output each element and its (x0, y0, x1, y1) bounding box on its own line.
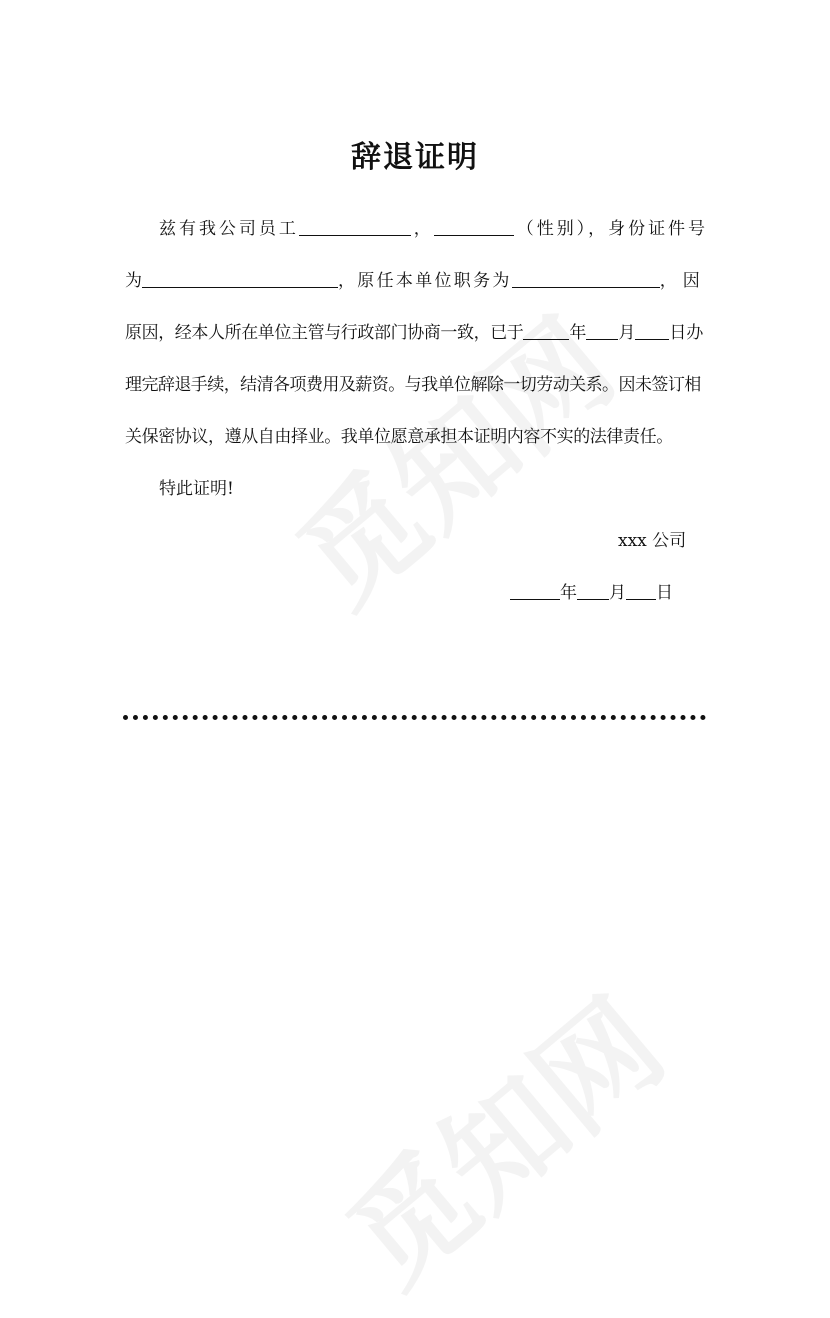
line1-gender-label: （性别），身份证件号 (513, 219, 706, 239)
resign-month-blank (586, 321, 618, 340)
line1-comma: ， (410, 219, 434, 239)
document-title: 辞退证明 (351, 140, 479, 175)
sign-year-blank (510, 581, 560, 600)
sign-month-blank (577, 581, 609, 600)
company-signature: xxx 公司 (618, 531, 687, 551)
signature-date (510, 578, 673, 603)
line2-prefix: 为 (125, 271, 142, 291)
dotted-cut-line (123, 715, 706, 720)
watermark-lower (307, 954, 693, 1317)
line3-prefix: 原因，经本人所在单位主管与行政部门协商一致，已于 (125, 323, 524, 343)
line2-middle: ，原任本单位职务为 (338, 271, 512, 291)
position-blank (512, 269, 660, 288)
line3-day-suffix: 日办 (669, 323, 704, 343)
line1-prefix: 兹有我公司员工 (159, 219, 299, 239)
closing-text: 特此证明! (159, 479, 234, 499)
gender-blank (434, 217, 514, 236)
sign-day-blank (626, 581, 656, 600)
closing-line (125, 476, 705, 502)
body-line-3 (125, 320, 705, 346)
id-number-blank (142, 269, 338, 288)
sign-month-label: 月 (609, 583, 626, 603)
resign-year-blank (523, 321, 569, 340)
resign-day-blank (635, 321, 669, 340)
sign-day-label: 日 (656, 583, 673, 603)
line3-month: 月 (618, 323, 636, 343)
body-line-4: 理完辞退手续，结清各项费用及薪资。与我单位解除一切劳动关系。因未签订相 (125, 375, 701, 395)
body-line-2 (125, 268, 705, 294)
line2-suffix: ，因 (659, 271, 706, 291)
body-line-1 (125, 216, 705, 242)
line3-year: 年 (569, 323, 587, 343)
body-line-5: 关保密协议，遵从自由择业。我单位愿意承担本证明内容不实的法律责任。 (125, 427, 673, 447)
sign-year-label: 年 (560, 583, 577, 603)
employee-name-blank (299, 217, 411, 236)
